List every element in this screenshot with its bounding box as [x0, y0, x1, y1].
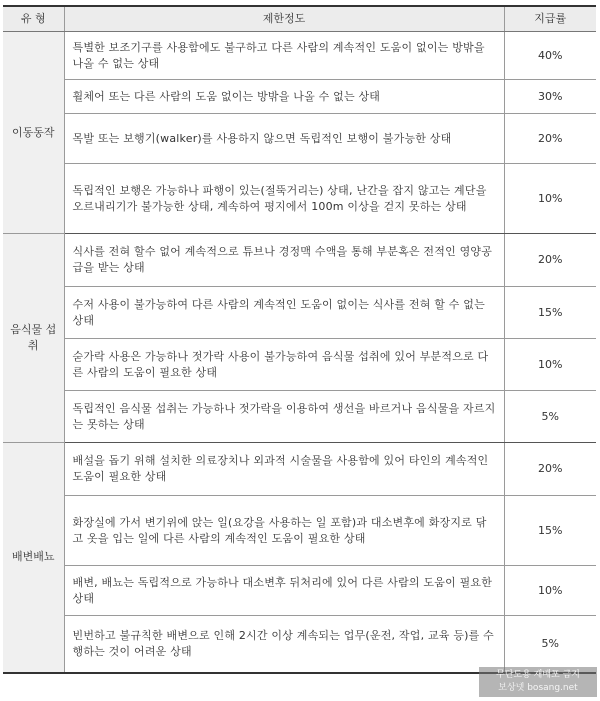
table-row [3, 616, 596, 673]
payment-rate: 15% [504, 496, 596, 566]
copyright-watermark [479, 667, 597, 697]
payment-rate: 10% [504, 566, 596, 616]
header-type: 유 형 [3, 6, 64, 32]
payment-rate: 10% [504, 339, 596, 391]
table-row [3, 339, 596, 391]
payment-rate: 20% [504, 443, 596, 496]
table-row [3, 114, 596, 164]
payment-rate: 10% [504, 164, 596, 234]
restriction-degree: 배변, 배뇨는 독립적으로 가능하나 대소변후 뒤처리에 있어 다른 사람의 도움이 필요한 상태 [64, 566, 504, 616]
table-row [3, 566, 596, 616]
restriction-degree: 숟가락 사용은 가능하나 젓가락 사용이 불가능하여 음식물 섭취에 있어 부분적으로 다른 사람의 도움이 필요한 상태 [64, 339, 504, 391]
payment-rate: 20% [504, 114, 596, 164]
payment-rate: 20% [504, 234, 596, 287]
disability-rate-table [3, 5, 596, 674]
category-food-intake: 음식물 섭취 [3, 234, 64, 443]
restriction-degree: 특별한 보조기구를 사용함에도 불구하고 다른 사람의 계속적인 도움이 없이는 방밖을 나올 수 없는 상태 [64, 32, 504, 80]
restriction-degree: 식사를 전혀 할수 없어 계속적으로 튜브나 경정맥 수액을 통해 부분혹은 전적인 영양공급을 받는 상태 [64, 234, 504, 287]
payment-rate: 15% [504, 287, 596, 339]
payment-rate: 30% [504, 80, 596, 114]
payment-rate: 40% [504, 32, 596, 80]
payment-rate: 5% [504, 616, 596, 673]
restriction-degree: 배설을 돕기 위해 설치한 의료장치나 외과적 시술물을 사용함에 있어 타인의 계속적인 도움이 필요한 상태 [64, 443, 504, 496]
restriction-degree: 독립적인 보행은 가능하나 파행이 있는(절뚝거리는) 상태, 난간을 잡지 않고는 계단을 오르내리기가 불가능한 상태, 계속하여 평지에서 100m 이상을 걷지 못하는 상태 [64, 164, 504, 234]
watermark-notice: 무단도용 재배포 금지 [496, 670, 580, 680]
header-degree: 제한정도 [64, 6, 504, 32]
table-row [3, 164, 596, 234]
watermark-site: 보상넷 bosang.net [498, 683, 578, 693]
table-row [3, 287, 596, 339]
category-mobility: 이동동작 [3, 32, 64, 234]
table-row [3, 32, 596, 80]
restriction-degree: 화장실에 가서 변기위에 앉는 일(요강을 사용하는 일 포함)과 대소변후에 화장지로 닦고 옷을 입는 일에 다른 사람의 계속적인 도움이 필요한 상태 [64, 496, 504, 566]
restriction-degree: 휠체어 또는 다른 사람의 도움 없이는 방밖을 나올 수 없는 상태 [64, 80, 504, 114]
table-row [3, 496, 596, 566]
payment-rate: 5% [504, 391, 596, 443]
restriction-degree: 독립적인 음식물 섭취는 가능하나 젓가락을 이용하여 생선을 바르거나 음식물을 자르지는 못하는 상태 [64, 391, 504, 443]
category-excretion: 배변배뇨 [3, 443, 64, 673]
restriction-degree: 수저 사용이 불가능하여 다른 사람의 계속적인 도움이 없이는 식사를 전혀 할 수 없는 상태 [64, 287, 504, 339]
restriction-degree: 목발 또는 보행기(walker)를 사용하지 않으면 독립적인 보행이 불가능한 상태 [64, 114, 504, 164]
table-row [3, 443, 596, 496]
header-rate: 지급률 [504, 6, 596, 32]
table-row [3, 391, 596, 443]
header-row [3, 6, 596, 32]
restriction-degree: 빈번하고 불규칙한 배변으로 인해 2시간 이상 계속되는 업무(운전, 작업, 교육 등)를 수행하는 것이 어려운 상태 [64, 616, 504, 673]
table-row [3, 80, 596, 114]
table-row [3, 234, 596, 287]
